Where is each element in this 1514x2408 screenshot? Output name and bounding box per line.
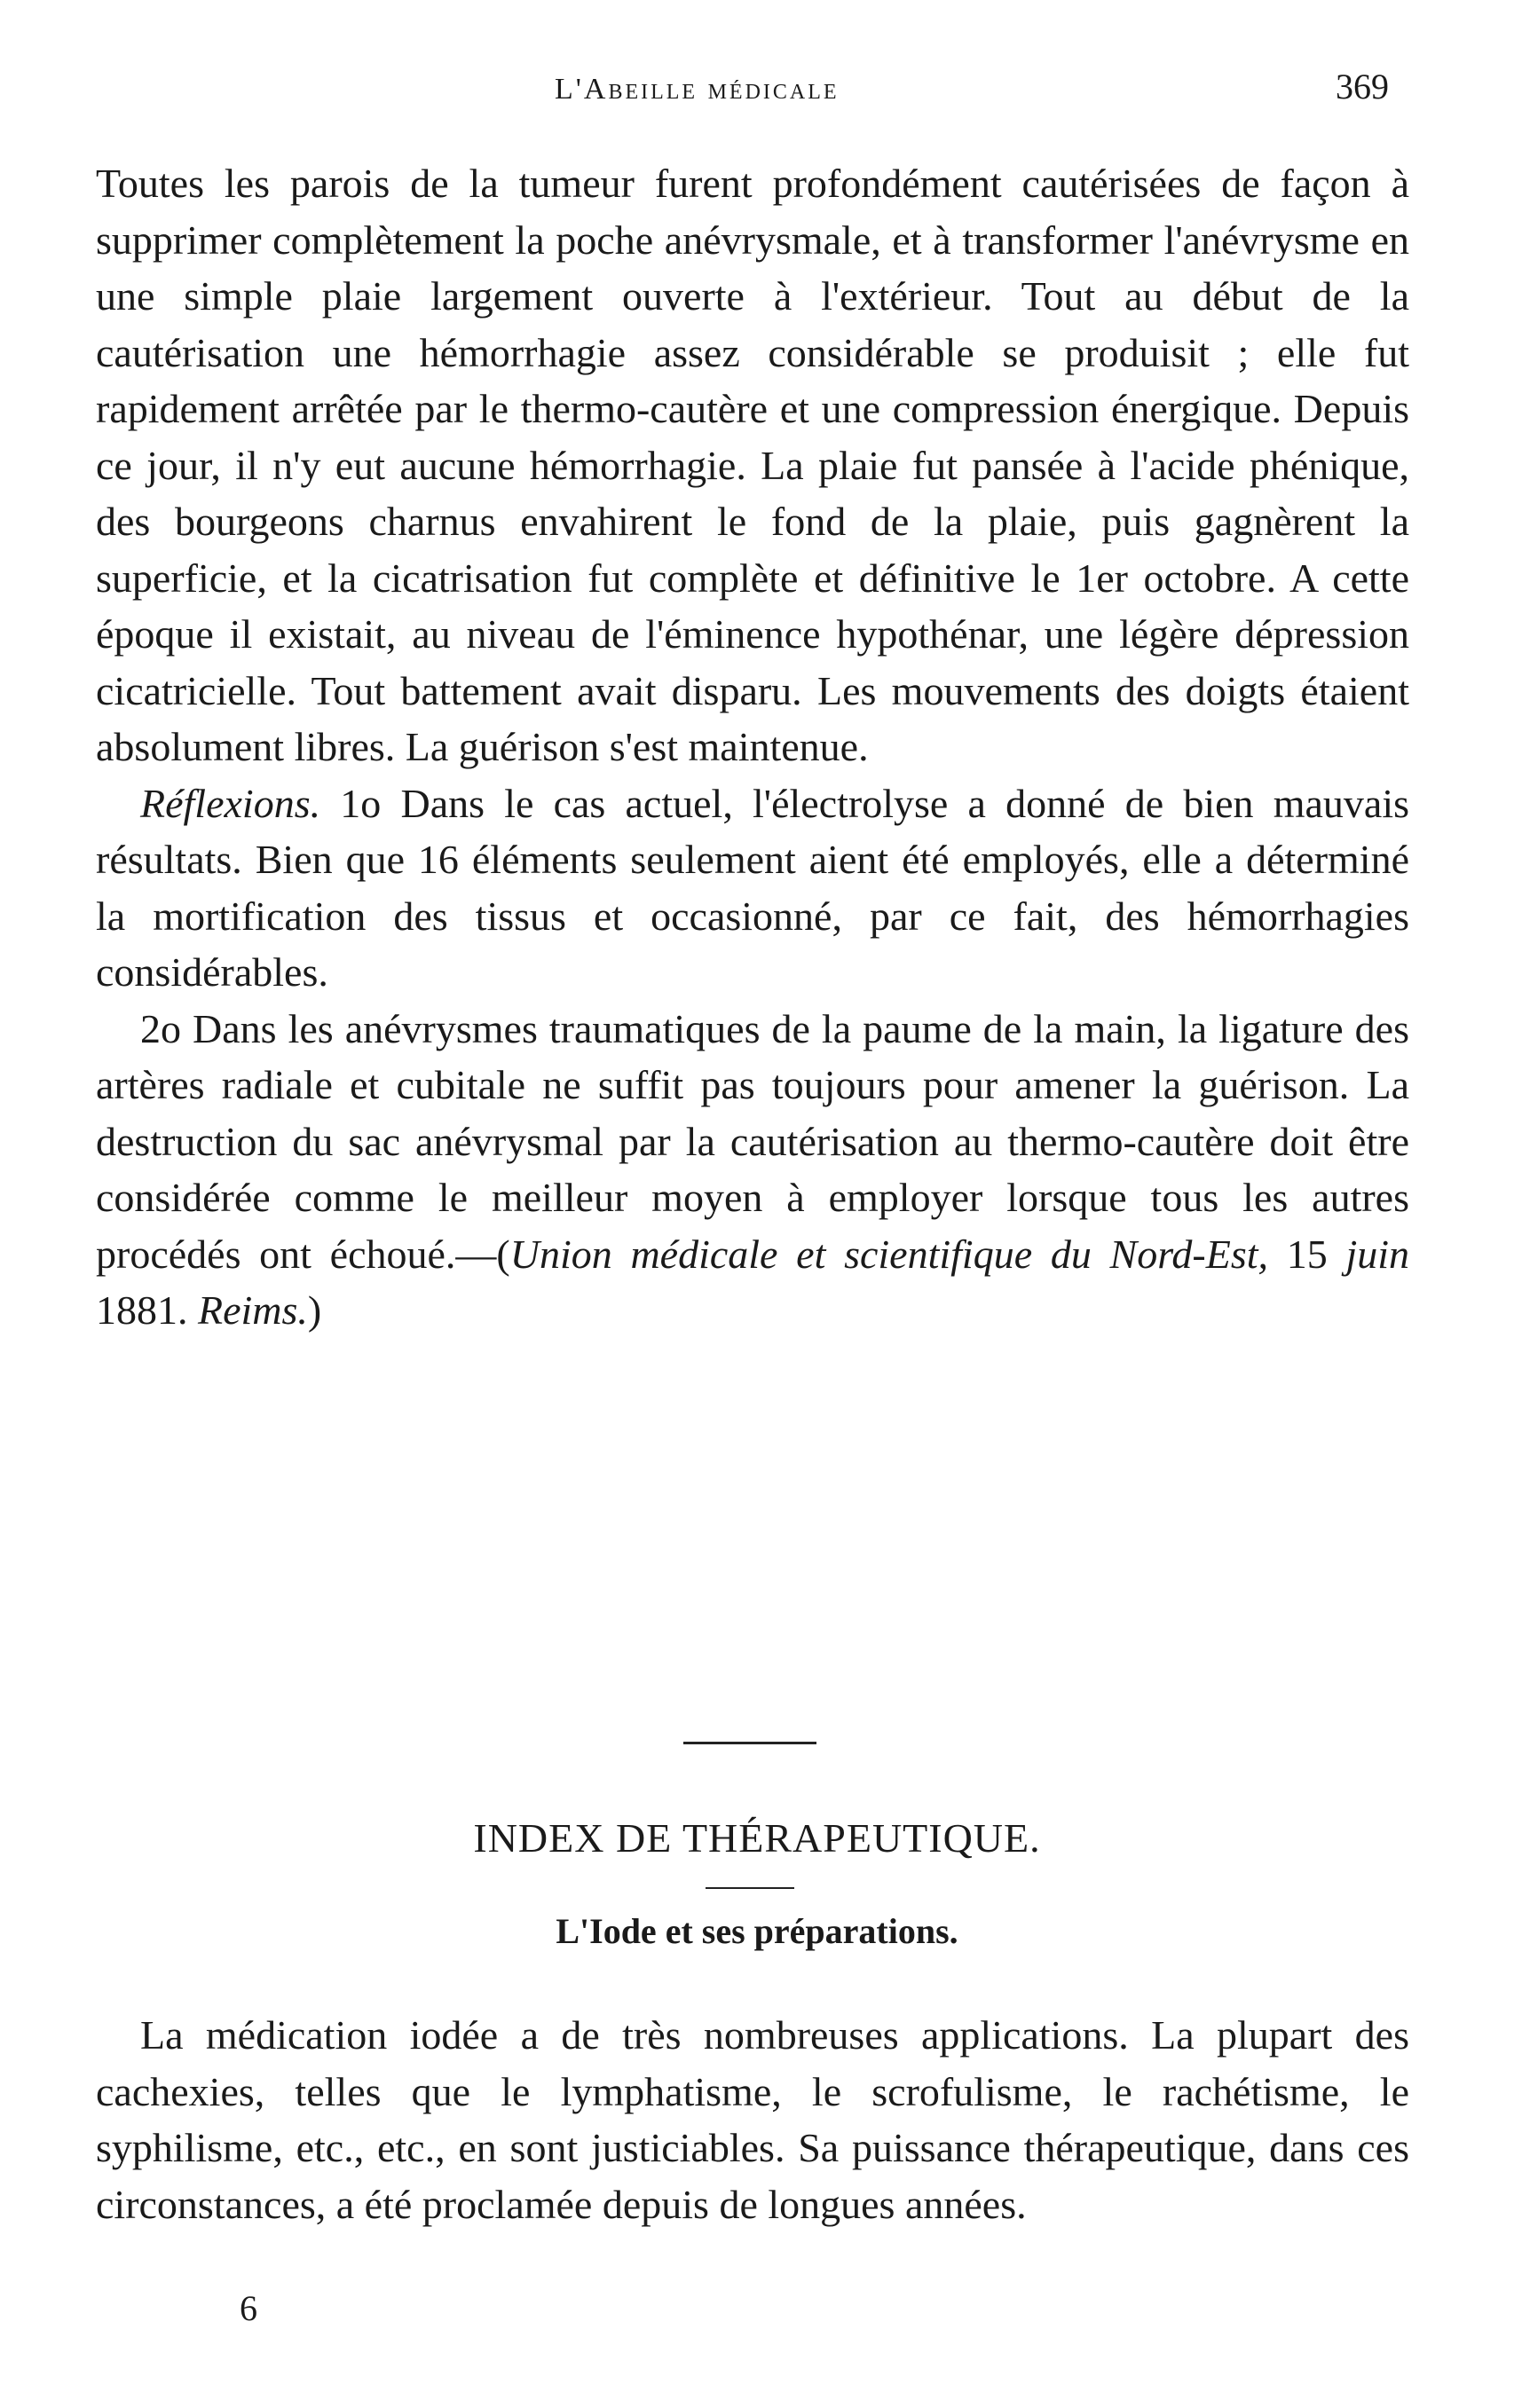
source-month: juin <box>1345 1231 1409 1277</box>
running-head <box>0 67 1514 126</box>
running-title: L'Abeille médicale <box>555 73 840 106</box>
section-divider <box>683 1742 816 1744</box>
page-number: 369 <box>1336 67 1389 106</box>
source-close: ) <box>307 1287 322 1333</box>
source-journal: Union médicale et scientifique du Nord-Est, <box>509 1231 1269 1277</box>
index-body <box>96 2007 1409 2232</box>
point-2-paragraph <box>96 1001 1409 1339</box>
source-year: 1881. <box>96 1287 198 1333</box>
reflexions-label: Réflexions. <box>140 780 321 826</box>
section-heading: INDEX DE THÉRAPEUTIQUE. <box>473 1815 1041 1861</box>
source-day: 15 <box>1268 1231 1346 1277</box>
article-paragraph: Toutes les parois de la tumeur furent profondément cautérisées de façon à supprimer complètement la poche anévrysmale, et à transformer l'anévrysme en une simple plaie largement ouverte à l'extérieur. Tout au début de la cautérisation une hémorrhagie assez considérable se produisit ; elle fut rapidement arrêtée par le thermo-cautère et une compression énergique. Depuis ce jour, il n'y eut aucune hémorrhagie. La plaie fut pansée à l'acide phénique, des bourgeons charnus envahirent le fond de la plaie, puis gagnèrent la superficie, et la cicatrisation fut complète et définitive le 1er octobre. A cette époque il existait, au niveau de l'éminence hypothénar, une légère dépression cicatricielle. Tout battement avait disparu. Les mouvements des doigts étaient absolument libres. La guérison s'est maintenue. <box>96 161 1409 769</box>
subheading: L'Iode et ses préparations. <box>556 1911 958 1951</box>
index-paragraph: La médication iodée a de très nombreuses applications. La plupart des cachexies, telles que le lymphatisme, le scrofulisme, le rachétisme, le syphilisme, etc., etc., en sont justiciables. Sa puissance thérapeutique, dans ces circonstances, a été proclamée depuis de longues années. <box>96 2012 1409 2227</box>
article-body <box>96 155 1409 1339</box>
reflexions-paragraph <box>96 775 1409 1001</box>
reflexions-text: 1o Dans le cas actuel, l'électrolyse a donné de bien mauvais résultats. Bien que 16 éléments seulement aient été employés, elle a déterminé la mortification des tissus et occasionné, par ce fait, des hémorrhagies considérables. <box>96 780 1409 995</box>
source-city: Reims. <box>198 1287 308 1333</box>
point-2-text: 2o Dans les anévrysmes traumatiques de la paume de la main, la ligature des artères radiale et cubitale ne suffit pas toujours pour amener la guérison. La destruction du sac anévrysmal par la cautérisation au thermo-cautère doit être considérée comme le meilleur moyen à employer lorsque tous les autres procédés ont échoué.—( <box>96 1005 1409 1277</box>
heading-underline <box>706 1887 794 1889</box>
signature-mark: 6 <box>240 2288 257 2328</box>
